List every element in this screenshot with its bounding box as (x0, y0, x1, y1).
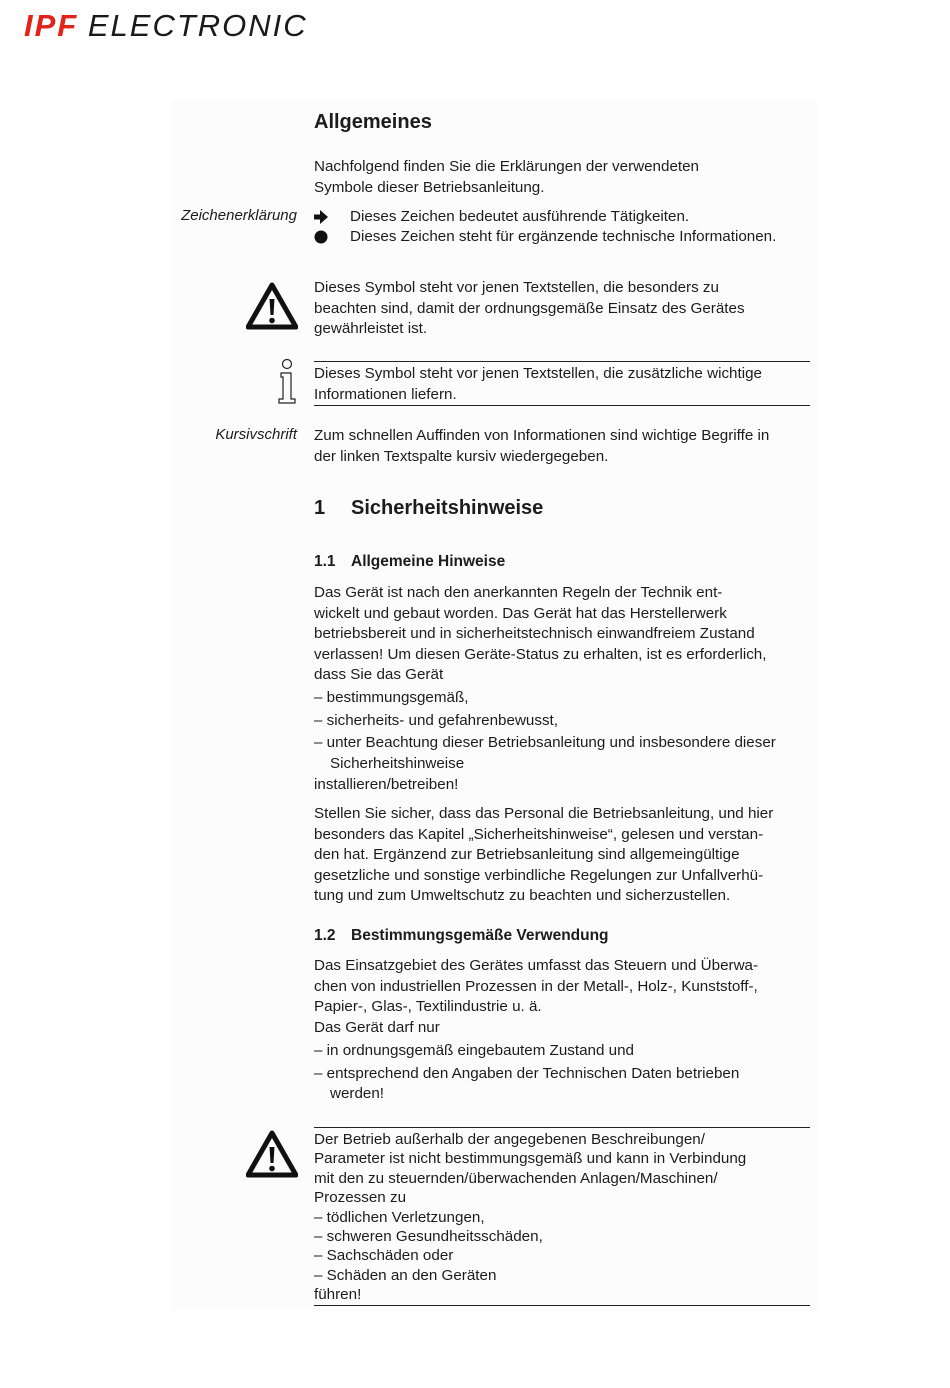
intro-line: Nachfolgend finden Sie die Erklärungen der verwendeten (314, 158, 700, 175)
list-item: – Schäden an den Geräten (314, 1266, 497, 1284)
subsection-title: Bestimmungsgemäße Verwendung (351, 927, 609, 944)
divider (314, 405, 810, 406)
text-line: besonders das Kapitel „Sicherheitshinweise“, gelesen und verstan- (314, 825, 764, 843)
text-line: Papier-, Glas-, Textilindustrie u. ä. (314, 998, 542, 1015)
text-line: tung und zum Umweltschutz zu beachten und sicherzustellen. (314, 887, 731, 904)
list-item: – in ordnungsgemäß eingebautem Zustand und (314, 1042, 634, 1059)
divider (314, 1305, 810, 1306)
text-line: den hat. Ergänzend zur Betriebsanleitung sind allgemeingültige (314, 846, 740, 863)
warning-triangle-icon (246, 282, 298, 330)
list-item: – schweren Gesundheitsschäden, (314, 1228, 543, 1246)
text-line: gesetzliche und sonstige verbindliche Regelungen zur Unfallverhü- (314, 866, 764, 884)
text-line: Parameter ist nicht bestimmungsgemäß und kann in Verbindung (314, 1150, 747, 1168)
info-explanation (314, 364, 762, 405)
divider (314, 361, 810, 362)
text-line: Stellen Sie sicher, dass das Personal die Betriebsanleitung, und hier (314, 805, 774, 822)
arrow-icon (314, 210, 328, 224)
closing-line: installieren/betreiben! (314, 776, 459, 793)
list-item: – entsprechend den Angaben der Technischen Daten betrieben (314, 1064, 740, 1082)
warning-explanation (314, 278, 745, 340)
list-item: – bestimmungsgemäß, (314, 689, 469, 706)
text-line: Das Gerät darf nur (314, 1018, 440, 1036)
subsection-title: Allgemeine Hinweise (351, 553, 506, 570)
info-icon (274, 358, 300, 406)
text-line: der linken Textspalte kursiv wiedergegeben. (314, 447, 609, 465)
section-number: 1 (314, 497, 326, 519)
text-line: chen von industriellen Prozessen in der Metall-, Holz-, Kunststoff-, (314, 977, 758, 995)
general-notes-paragraph (314, 583, 766, 686)
text-line: Der Betrieb außerhalb der angegebenen Beschreibungen/ (314, 1131, 705, 1148)
text-line: Zum schnellen Auffinden von Informationen sind wichtige Begriffe in (314, 427, 770, 444)
intro-line: Symbole dieser Betriebsanleitung. (314, 178, 545, 196)
list-item: – unter Beachtung dieser Betriebsanleitung und insbesondere dieser (314, 734, 776, 751)
text-line: Das Einsatzgebiet des Gerätes umfasst das Steuern und Überwa- (314, 957, 759, 974)
list-item: – sicherheits- und gefahrenbewusst, (314, 711, 558, 729)
usage-list (314, 1041, 739, 1105)
text-line: mit den zu steuernden/überwachenden Anlagen/Maschinen/ (314, 1169, 718, 1187)
subsection-number: 1.1 (314, 553, 336, 570)
company-logo: IPF ELECTRONIC (24, 8, 308, 43)
text-line: gewährleistet ist. (314, 320, 428, 337)
list-item: – tödlichen Verletzungen, (314, 1208, 485, 1226)
general-intro (314, 157, 699, 198)
italic-label: Kursivschrift (215, 426, 297, 443)
text-line: betriebsbereit und in sicherheitstechnisch einwandfreiem Zustand (314, 625, 755, 642)
text-line: Dieses Symbol steht vor jenen Textstellen, die besonders zu (314, 279, 719, 296)
section-title: Sicherheitshinweise (351, 497, 544, 519)
intended-use-paragraph (314, 956, 758, 1038)
legend-label: Zeichenerklärung (181, 207, 297, 224)
text-line: verlassen! Um diesen Geräte-Status zu erhalten, ist es erforderlich, (314, 645, 767, 663)
warning-triangle-icon (246, 1130, 298, 1178)
subsection-number: 1.2 (314, 927, 336, 944)
italic-explanation (314, 426, 769, 467)
list-item-continuation: werden! (330, 1085, 385, 1102)
list-item: – Sachschäden oder (314, 1247, 454, 1265)
legend-item-text: Dieses Zeichen steht für ergänzende technische Informationen. (350, 228, 777, 245)
divider (314, 1127, 810, 1128)
text-line: führen! (314, 1286, 362, 1304)
text-line: Dieses Symbol steht vor jenen Textstellen, die zusätzliche wichtige (314, 365, 762, 382)
text-line: Informationen liefern. (314, 385, 457, 403)
general-heading: Allgemeines (314, 111, 432, 133)
requirement-list (314, 688, 776, 774)
text-line: beachten sind, damit der ordnungsgemäße Einsatz des Gerätes (314, 299, 745, 317)
staff-paragraph (314, 804, 773, 907)
bullet-icon (314, 230, 328, 244)
text-line: Prozessen zu (314, 1189, 407, 1207)
misuse-warning (314, 1130, 746, 1305)
text-line: dass Sie das Gerät (314, 666, 444, 683)
legend-item-text: Dieses Zeichen bedeutet ausführende Tätigkeiten. (350, 208, 690, 225)
text-line: Das Gerät ist nach den anerkannten Regeln der Technik ent- (314, 584, 723, 601)
list-item-continuation: Sicherheitshinweise (330, 754, 465, 772)
text-line: wickelt und gebaut worden. Das Gerät hat das Herstellerwerk (314, 604, 727, 622)
